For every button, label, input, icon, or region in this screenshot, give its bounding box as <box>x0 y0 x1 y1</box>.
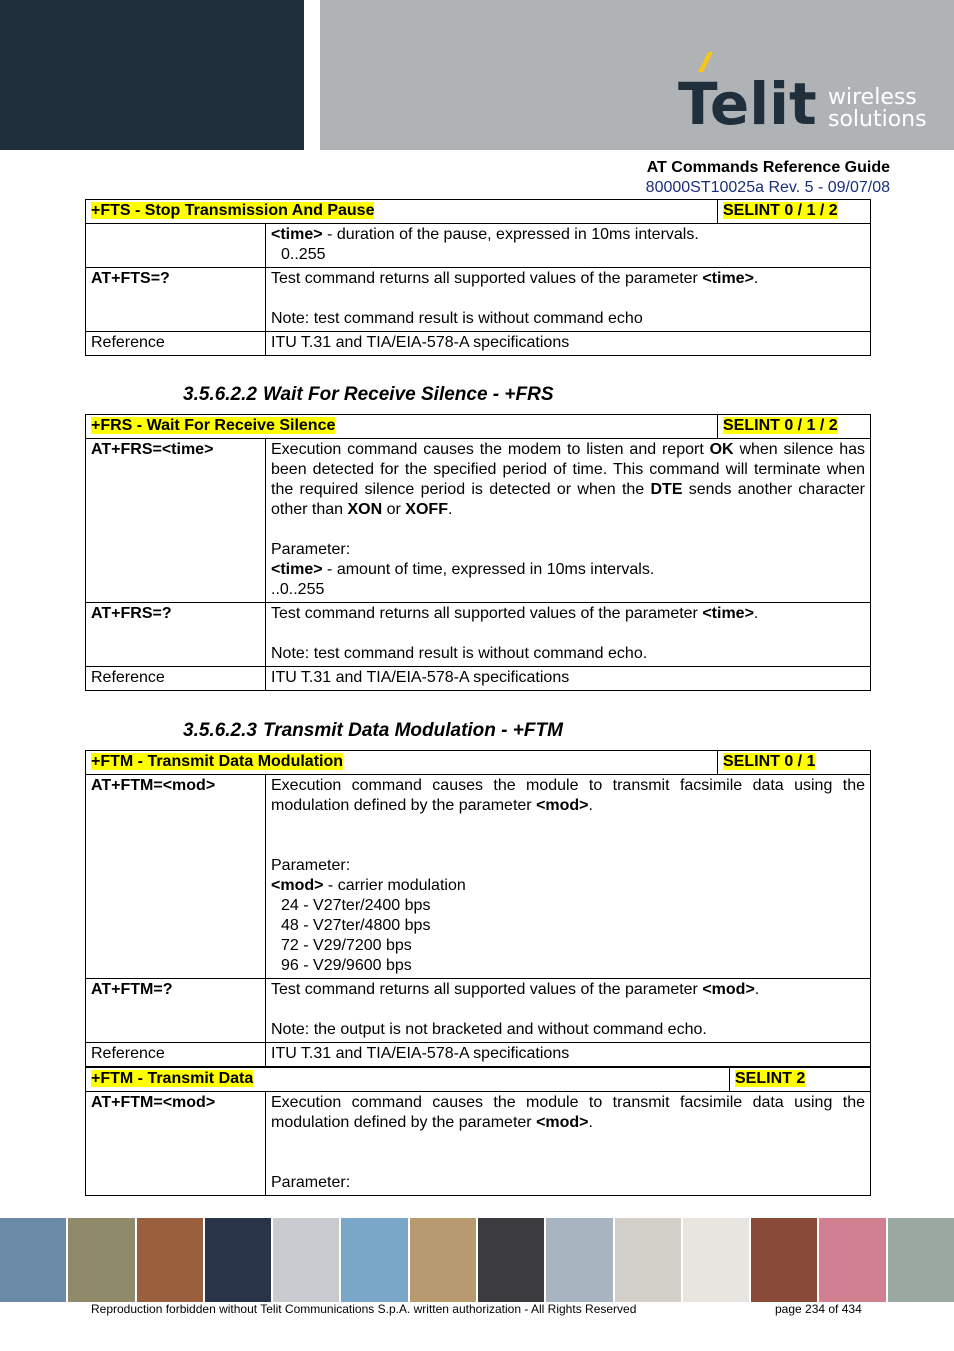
ftm-option: 96 - V29/9600 bps <box>281 957 412 974</box>
ftm-option: 48 - V27ter/4800 bps <box>281 917 431 934</box>
footer-page-number: page 234 of 434 <box>775 1302 862 1316</box>
ftm2-title-cell: +FTM - Transmit Data <box>86 1068 730 1092</box>
footer-photo <box>478 1218 544 1302</box>
footer-photo <box>751 1218 817 1302</box>
frs-exec-cmd: AT+FRS=<time> <box>86 439 266 603</box>
footer-photo <box>273 1218 339 1302</box>
ftm-selint-cell: SELINT 0 / 1 <box>718 751 871 775</box>
frs-ref-value: ITU T.31 and TIA/EIA-578-A specifications <box>266 667 871 691</box>
footer-copyright: Reproduction forbidden without Telit Communications S.p.A. written authorization - All Rights Reserved <box>91 1302 637 1316</box>
frs-table <box>85 414 871 691</box>
ftm-option: 24 - V27ter/2400 bps <box>281 897 431 914</box>
ftm-exec-cmd: AT+FTM=<mod> <box>86 775 266 979</box>
fts-test-cmd: AT+FTS=? <box>86 268 266 332</box>
section-heading-frs: 3.5.6.2.2 Wait For Receive Silence - +FRS <box>183 384 554 405</box>
footer-photo <box>68 1218 134 1302</box>
footer-photo <box>546 1218 612 1302</box>
ftm2-table <box>85 1067 871 1196</box>
frs-test-cmd: AT+FRS=? <box>86 603 266 667</box>
footer-photo <box>341 1218 407 1302</box>
ftm-ref-value: ITU T.31 and TIA/EIA-578-A specifications <box>266 1043 871 1067</box>
frs-exec-desc: Execution command causes the modem to listen and report OK when silence has been detected for the specified period of time. This command will terminate when the required silence period is detected or when the DTE sends another character other than XON or XOFF. Parameter: <time> - amount of time, expressed in 10ms intervals. ..0..255 <box>266 439 871 603</box>
footer-photo <box>888 1218 954 1302</box>
frs-title-cell: +FRS - Wait For Receive Silence <box>86 415 718 439</box>
guide-subtitle: 80000ST10025a Rev. 5 - 09/07/08 <box>645 179 890 196</box>
ftm2-selint-cell: SELINT 2 <box>730 1068 871 1092</box>
svg-text:Telit: Telit <box>678 70 817 132</box>
svg-text:wireless: wireless <box>828 85 917 110</box>
header-dark-panel <box>0 0 304 150</box>
fts-test-desc: Test command returns all supported values of the parameter <time>. Note: test command result is without command echo <box>266 268 871 332</box>
fts-title-cell: +FTS - Stop Transmission And Pause <box>86 200 718 224</box>
svg-text:solutions: solutions <box>828 107 927 132</box>
ftm-exec-desc: Execution command causes the module to transmit facsimile data using the modulation defined by the parameter <mod>. Parameter: <mod> - carrier modulation 24 - V27ter/2400 bps 48 - V27ter/4800 bps 72 - V29/7200 bps 96 - V29/9600 bps <box>266 775 871 979</box>
ftm2-exec-desc: Execution command causes the module to transmit facsimile data using the modulation defined by the parameter <mod>. Parameter: <box>266 1092 871 1196</box>
frs-selint-cell: SELINT 0 / 1 / 2 <box>718 415 871 439</box>
ftm-test-desc: Test command returns all supported values of the parameter <mod>. Note: the output is not bracketed and without command echo. <box>266 979 871 1043</box>
fts-selint-cell: SELINT 0 / 1 / 2 <box>718 200 871 224</box>
footer-photo <box>0 1218 66 1302</box>
ftm-table <box>85 750 871 1067</box>
frs-ref-label: Reference <box>86 667 266 691</box>
fts-ref-label: Reference <box>86 332 266 356</box>
ftm-option: 72 - V29/7200 bps <box>281 937 412 954</box>
telit-logo <box>678 52 938 132</box>
guide-title: AT Commands Reference Guide <box>646 159 890 176</box>
fts-ref-value: ITU T.31 and TIA/EIA-578-A specifications <box>266 332 871 356</box>
fts-time-param: <time> - duration of the pause, expressed in 10ms intervals. 0..255 <box>266 224 871 268</box>
footer-photo <box>205 1218 271 1302</box>
fts-table <box>85 199 871 356</box>
frs-test-desc: Test command returns all supported values of the parameter <time>. Note: test command result is without command echo. <box>266 603 871 667</box>
footer-photo <box>410 1218 476 1302</box>
ftm-test-cmd: AT+FTM=? <box>86 979 266 1043</box>
footer-photo-strip <box>0 1218 954 1302</box>
ftm-ref-label: Reference <box>86 1043 266 1067</box>
footer-photo <box>615 1218 681 1302</box>
ftm-title-cell: +FTM - Transmit Data Modulation <box>86 751 718 775</box>
section-heading-ftm: 3.5.6.2.3 Transmit Data Modulation - +FTM <box>183 720 563 741</box>
ftm2-exec-cmd: AT+FTM=<mod> <box>86 1092 266 1196</box>
footer-photo <box>819 1218 885 1302</box>
footer-photo <box>137 1218 203 1302</box>
footer-photo <box>683 1218 749 1302</box>
